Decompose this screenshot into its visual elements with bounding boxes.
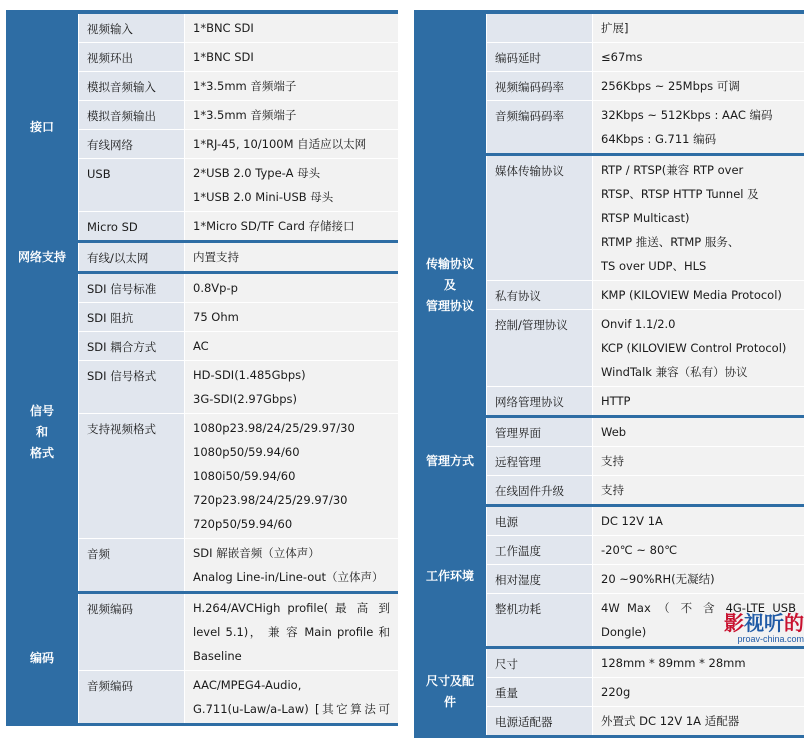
param-name: 尺寸 — [487, 649, 593, 677]
value-line: -20℃ ~ 80℃ — [601, 543, 678, 557]
value-line: 1080i50/59.94/60 — [193, 469, 296, 483]
spec-row — [79, 101, 398, 130]
spec-section — [414, 14, 804, 156]
param-value — [593, 707, 804, 735]
spec-row — [487, 507, 804, 536]
spec-section — [6, 243, 398, 274]
param-name: 视频编码码率 — [487, 72, 593, 100]
spec-row — [487, 281, 804, 310]
spec-section — [6, 594, 398, 726]
value-line: 支持 — [601, 454, 624, 468]
param-name: 相对湿度 — [487, 565, 593, 593]
value-line: HD-SDI(1.485Gbps) — [193, 368, 306, 382]
param-value — [185, 332, 398, 360]
param-value — [593, 72, 804, 100]
spec-rows — [79, 594, 398, 723]
spec-row — [487, 418, 804, 447]
param-value — [185, 243, 398, 271]
spec-rows — [487, 156, 804, 415]
category-label: 管理方式 — [414, 418, 487, 504]
param-name: USB — [79, 159, 185, 211]
spec-section — [6, 14, 398, 243]
value-line: 1*3.5mm 音频端子 — [193, 79, 297, 93]
category-label: 网络支持 — [6, 243, 79, 271]
spec-row — [487, 14, 804, 43]
value-line: 2*USB 2.0 Type-A 母头 — [193, 166, 321, 180]
value-line: 128mm * 89mm * 28mm — [601, 656, 746, 670]
param-value — [185, 14, 398, 42]
param-value — [593, 43, 804, 71]
spec-row — [487, 476, 804, 504]
param-name: 有线网络 — [79, 130, 185, 158]
value-line: 1*3.5mm 音频端子 — [193, 108, 297, 122]
watermark — [724, 612, 804, 644]
param-name: 电源适配器 — [487, 707, 593, 735]
value-line: KMP (KILOVIEW Media Protocol) — [601, 288, 782, 302]
spec-row — [79, 130, 398, 159]
param-name: SDI 信号标准 — [79, 274, 185, 302]
spec-row — [487, 43, 804, 72]
param-name: 音频编码码率 — [487, 101, 593, 153]
spec-row — [487, 387, 804, 415]
param-name: 工作温度 — [487, 536, 593, 564]
value-line: Baseline — [193, 649, 242, 663]
spec-row — [79, 72, 398, 101]
value-line: 1*BNC SDI — [193, 50, 254, 64]
value-line: KCP (KILOVIEW Control Protocol) — [601, 341, 787, 355]
param-name: SDI 阻抗 — [79, 303, 185, 331]
param-name: 远程管理 — [487, 447, 593, 475]
value-line: RTSP、RTSP HTTP Tunnel 及 — [601, 187, 759, 201]
param-value — [593, 649, 804, 677]
value-line: WindTalk 兼容（私有）协议 — [601, 365, 748, 379]
value-line: RTMP 推送、RTMP 服务、 — [601, 235, 740, 249]
category-label — [414, 14, 487, 153]
spec-rows — [79, 14, 398, 240]
spec-row — [79, 594, 398, 671]
spec-rows — [79, 243, 398, 271]
param-value — [185, 101, 398, 129]
spec-row — [79, 539, 398, 591]
value-line: 1*USB 2.0 Mini-USB 母头 — [193, 190, 334, 204]
value-line: 1*Micro SD/TF Card 存储接口 — [193, 219, 355, 233]
param-value — [185, 72, 398, 100]
param-name: SDI 信号格式 — [79, 361, 185, 413]
param-name: 重量 — [487, 678, 593, 706]
value-line: 20 ~90%RH(无凝结) — [601, 572, 715, 586]
param-value — [593, 281, 804, 309]
spec-row — [487, 156, 804, 281]
spec-row — [79, 243, 398, 271]
param-value — [185, 594, 398, 670]
param-value — [185, 274, 398, 302]
param-name: 支持视频格式 — [79, 414, 185, 538]
param-value — [185, 539, 398, 591]
spec-row — [487, 72, 804, 101]
param-value — [185, 671, 398, 723]
spec-row — [487, 649, 804, 678]
category-label: 传输协议 及 管理协议 — [414, 156, 487, 415]
spec-section — [414, 156, 804, 418]
value-line: level 5.1)， 兼 容 Main profile 和 — [193, 625, 390, 639]
param-name: 整机功耗 — [487, 594, 593, 646]
spec-row — [79, 361, 398, 414]
spec-row — [487, 536, 804, 565]
value-line: RTP / RTSP(兼容 RTP over — [601, 163, 744, 177]
spec-rows — [487, 649, 804, 735]
value-line: 外置式 DC 12V 1A 适配器 — [601, 714, 740, 728]
spec-row — [487, 447, 804, 476]
value-line: DC 12V 1A — [601, 514, 663, 528]
category-label: 编码 — [6, 594, 79, 723]
param-value — [185, 130, 398, 158]
spec-row — [79, 159, 398, 212]
param-name: 在线固件升级 — [487, 476, 593, 504]
param-name: 编码延时 — [487, 43, 593, 71]
param-value — [593, 536, 804, 564]
value-line: 64Kbps : G.711 编码 — [601, 132, 717, 146]
value-line: Analog Line-in/Line-out（立体声） — [193, 570, 384, 584]
spec-row — [487, 310, 804, 387]
param-name: 控制/管理协议 — [487, 310, 593, 386]
value-line: 支持 — [601, 483, 624, 497]
spec-section — [6, 274, 398, 594]
category-label: 尺寸及配 件 — [414, 649, 487, 735]
value-line: 4W Max （ 不 含 4G-LTE USB — [601, 601, 796, 615]
value-line: HTTP — [601, 394, 631, 408]
spec-row — [487, 101, 804, 153]
spec-row — [79, 14, 398, 43]
value-line: SDI 解嵌音频（立体声） — [193, 546, 320, 560]
param-value — [593, 418, 804, 446]
param-name: 媒体传输协议 — [487, 156, 593, 280]
value-line: 220g — [601, 685, 631, 699]
param-value — [185, 43, 398, 71]
param-value — [185, 414, 398, 538]
param-name: 视频编码 — [79, 594, 185, 670]
param-name: 管理界面 — [487, 418, 593, 446]
param-value — [593, 101, 804, 153]
value-line: 1*BNC SDI — [193, 21, 254, 35]
param-name: 音频 — [79, 539, 185, 591]
value-line: 1080p50/59.94/60 — [193, 445, 300, 459]
spec-rows — [487, 418, 804, 504]
param-name: 模拟音频输出 — [79, 101, 185, 129]
value-line: AAC/MPEG4-Audio, — [193, 678, 302, 692]
param-name: 私有协议 — [487, 281, 593, 309]
value-line: 720p50/59.94/60 — [193, 517, 293, 531]
category-label: 接口 — [6, 14, 79, 240]
spec-row — [79, 274, 398, 303]
value-line: AC — [193, 339, 209, 353]
param-name: 电源 — [487, 507, 593, 535]
category-label: 信号 和 格式 — [6, 274, 79, 591]
value-line: G.711(u-Law/a-Law) [其它算法可 — [193, 702, 390, 716]
value-line: 扩展] — [601, 21, 629, 35]
value-line: 3G-SDI(2.97Gbps) — [193, 392, 298, 406]
value-line: 256Kbps ~ 25Mbps 可调 — [601, 79, 740, 93]
value-line: Dongle) — [601, 625, 647, 639]
param-value — [185, 361, 398, 413]
spec-row — [487, 678, 804, 707]
param-name: 有线/以太网 — [79, 243, 185, 271]
param-value — [185, 212, 398, 240]
param-value — [593, 507, 804, 535]
value-line: ≤67ms — [601, 50, 643, 64]
param-value — [185, 303, 398, 331]
param-name: Micro SD — [79, 212, 185, 240]
spec-row — [79, 671, 398, 723]
value-line: TS over UDP、HLS — [601, 259, 707, 273]
spec-row — [79, 43, 398, 72]
value-line: 1*RJ-45, 10/100M 自适应以太网 — [193, 137, 367, 151]
param-name: SDI 耦合方式 — [79, 332, 185, 360]
param-value — [593, 476, 804, 504]
param-name — [487, 14, 593, 42]
param-name: 视频输入 — [79, 14, 185, 42]
value-line: 720p23.98/24/25/29.97/30 — [193, 493, 348, 507]
spec-row — [487, 565, 804, 594]
param-value — [593, 310, 804, 386]
param-name: 模拟音频输入 — [79, 72, 185, 100]
spec-row — [487, 707, 804, 735]
value-line: H.264/AVCHigh profile( 最 高 到 — [193, 601, 390, 615]
spec-row — [79, 414, 398, 539]
param-value — [593, 565, 804, 593]
param-name: 网络管理协议 — [487, 387, 593, 415]
value-line: 75 Ohm — [193, 310, 239, 324]
value-line: Web — [601, 425, 627, 439]
watermark-logo: 影视听的 — [724, 611, 804, 635]
spec-rows — [79, 274, 398, 591]
param-value — [593, 156, 804, 280]
spec-row — [79, 212, 398, 240]
value-line: 1080p23.98/24/25/29.97/30 — [193, 421, 355, 435]
category-label: 工作环境 — [414, 507, 487, 646]
param-name: 音频编码 — [79, 671, 185, 723]
param-value — [185, 159, 398, 211]
value-line: 32Kbps ~ 512Kbps : AAC 编码 — [601, 108, 773, 122]
value-line: Onvif 1.1/2.0 — [601, 317, 676, 331]
param-value — [593, 14, 804, 42]
watermark-url: proav-china.com — [737, 634, 804, 644]
spec-section — [414, 418, 804, 507]
value-line: 0.8Vp-p — [193, 281, 238, 295]
spec-section — [414, 649, 804, 738]
spec-row — [79, 332, 398, 361]
spec-table-left — [6, 10, 398, 726]
param-value — [593, 678, 804, 706]
param-value — [593, 447, 804, 475]
param-name: 视频环出 — [79, 43, 185, 71]
param-value — [593, 387, 804, 415]
value-line: 内置支持 — [193, 250, 239, 264]
value-line: RTSP Multicast) — [601, 211, 690, 225]
spec-row — [79, 303, 398, 332]
spec-rows — [487, 14, 804, 153]
